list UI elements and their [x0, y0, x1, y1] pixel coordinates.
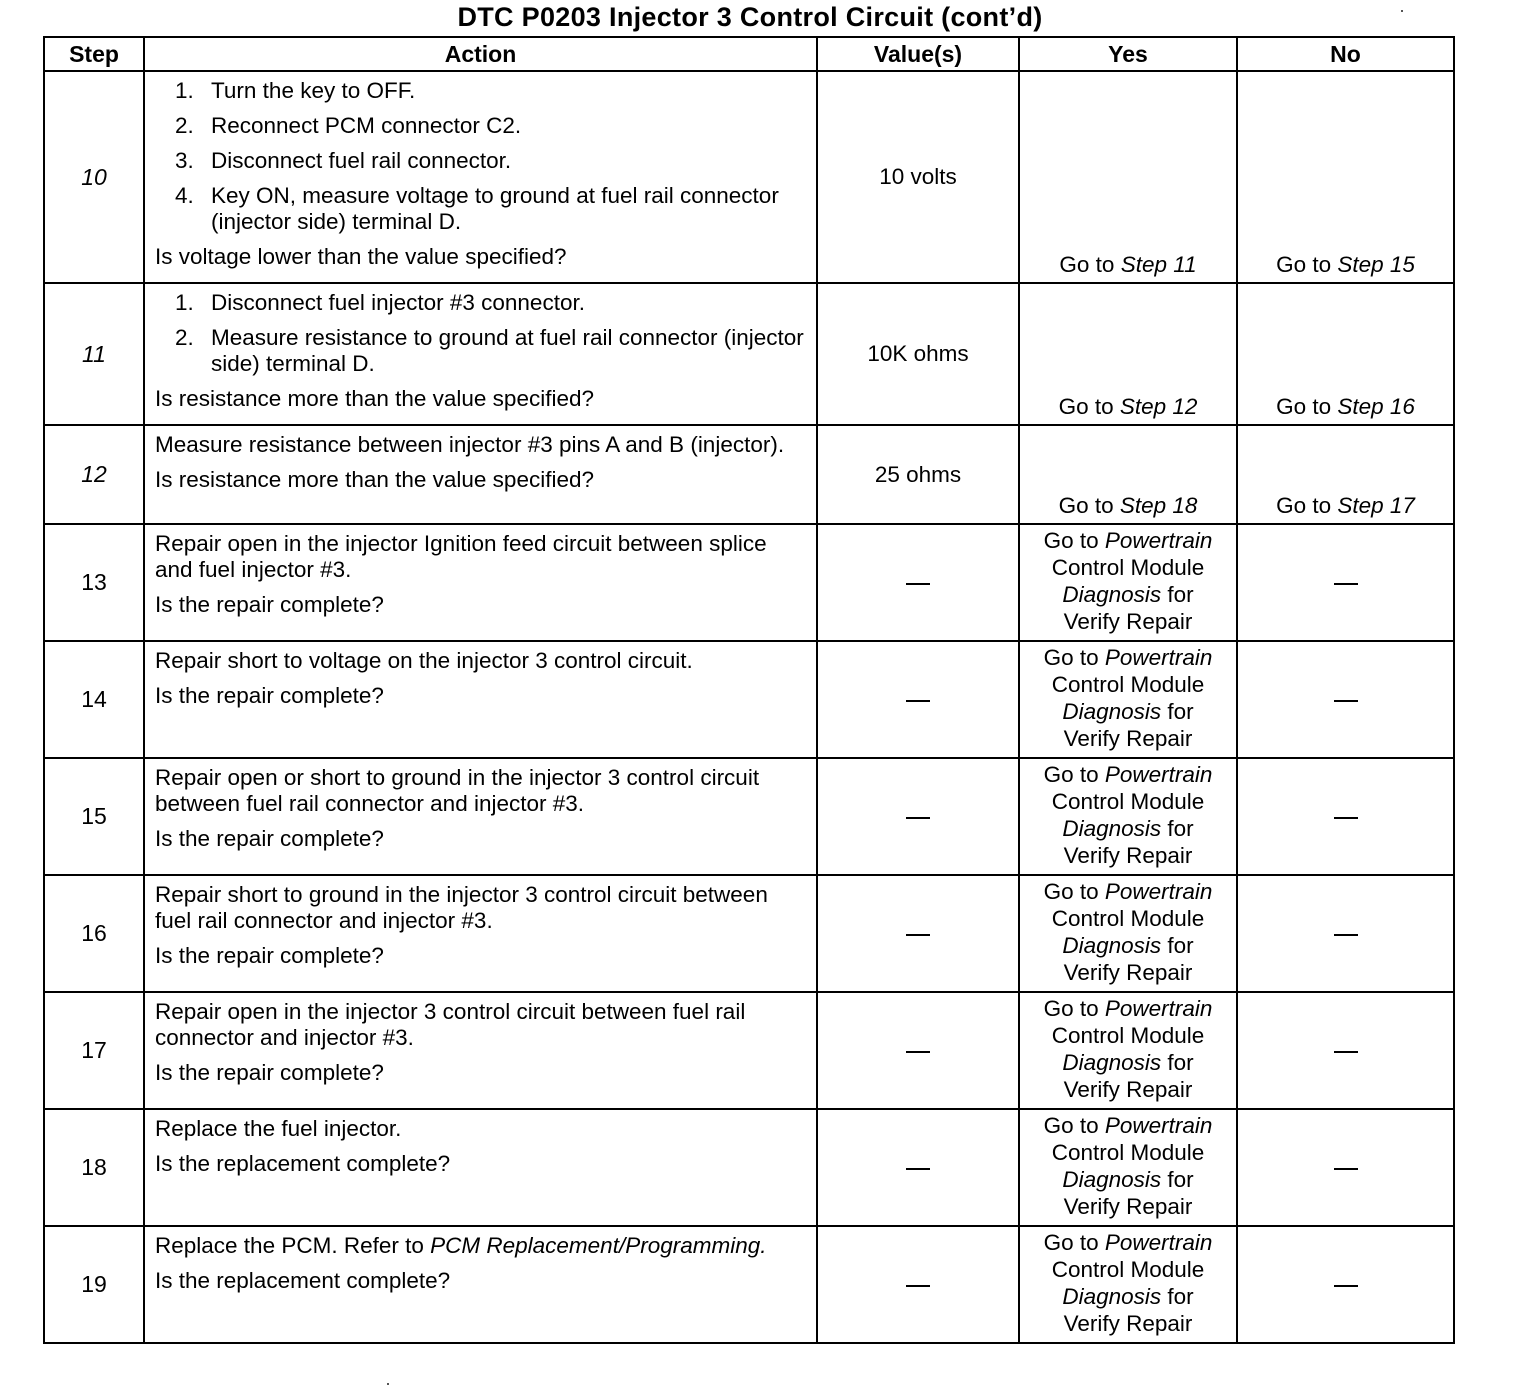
table-row — [44, 875, 1454, 992]
action-text: Repair open in the injector 3 control circuit between fuel rail connector and injector #3. — [155, 999, 746, 1050]
pcm-diagnosis-link[interactable]: Go to Powertrain Control Module Diagnosis for Verify Repair — [1043, 1230, 1213, 1336]
dash-mark — [1334, 1168, 1358, 1170]
action-question: Is resistance more than the value specified? — [155, 467, 594, 492]
no-step-link[interactable]: Step 16 — [1337, 394, 1415, 419]
action-text-prefix: Replace the PCM. Refer to — [155, 1233, 431, 1258]
action-text: Repair short to ground in the injector 3 control circuit between fuel rail connector and injector #3. — [155, 882, 768, 933]
action-cell — [144, 425, 817, 524]
dash-mark — [1334, 817, 1358, 819]
action-steps-list — [155, 78, 806, 235]
page-title: DTC P0203 Injector 3 Control Circuit (cont’d) — [457, 2, 1043, 32]
header-values: Value(s) — [817, 37, 1019, 71]
table-header-row — [44, 37, 1454, 71]
value-cell — [817, 992, 1019, 1109]
yes-cell — [1019, 1109, 1237, 1226]
no-step-link[interactable]: Step 17 — [1337, 493, 1415, 518]
step-number: 18 — [44, 1109, 144, 1226]
action-cell — [144, 1226, 817, 1343]
dash-mark — [1334, 700, 1358, 702]
dash-mark — [1334, 934, 1358, 936]
step-number: 10 — [44, 71, 144, 283]
step-number: 13 — [44, 524, 144, 641]
dash-mark — [906, 700, 930, 702]
value-cell: 25 ohms — [817, 425, 1019, 524]
no-cell — [1237, 992, 1454, 1109]
step-number: 14 — [44, 641, 144, 758]
value-cell — [817, 1226, 1019, 1343]
table-row — [44, 71, 1454, 283]
action-step: 1. Turn the key to OFF. — [175, 78, 416, 103]
action-cell — [144, 71, 817, 283]
pcm-diagnosis-link[interactable]: Go to Powertrain Control Module Diagnosis for Verify Repair — [1043, 645, 1213, 751]
header-yes: Yes — [1019, 37, 1237, 71]
yes-step-link[interactable]: Step 18 — [1119, 493, 1198, 518]
no-cell: Go to Step 16 — [1237, 283, 1454, 425]
yes-cell — [1019, 641, 1237, 758]
action-question: Is the replacement complete? — [155, 1151, 451, 1176]
value-cell — [817, 1109, 1019, 1226]
action-question: Is the repair complete? — [155, 683, 384, 708]
value-cell: 10K ohms — [817, 283, 1019, 425]
action-question: Is the repair complete? — [155, 1060, 384, 1085]
action-steps-list — [155, 290, 806, 377]
table-row — [44, 283, 1454, 425]
pcm-diagnosis-link[interactable]: Go to Powertrain Control Module Diagnosis for Verify Repair — [1043, 762, 1213, 868]
no-step-link[interactable]: Step 15 — [1337, 252, 1415, 277]
scan-speck — [387, 1383, 389, 1385]
yes-cell: Go to Step 11 — [1019, 71, 1237, 283]
dash-mark — [906, 1168, 930, 1170]
no-cell — [1237, 875, 1454, 992]
pcm-diagnosis-link[interactable]: Go to Powertrain Control Module Diagnosis for Verify Repair — [1043, 879, 1213, 985]
step-number: 15 — [44, 758, 144, 875]
action-cell — [144, 1109, 817, 1226]
action-step: 4. Key ON, measure voltage to ground at fuel rail connector (injector side) terminal D. — [175, 183, 779, 234]
no-cell — [1237, 758, 1454, 875]
table-row — [44, 524, 1454, 641]
action-cell — [144, 758, 817, 875]
dash-mark — [1334, 1051, 1358, 1053]
action-question: Is the repair complete? — [155, 592, 384, 617]
value-cell — [817, 758, 1019, 875]
action-text: Measure resistance between injector #3 pins A and B (injector). — [155, 432, 785, 457]
step-number: 16 — [44, 875, 144, 992]
dash-mark — [906, 817, 930, 819]
no-cell — [1237, 641, 1454, 758]
yes-step-link[interactable]: Step 11 — [1120, 252, 1197, 277]
action-step: 2. Measure resistance to ground at fuel rail connector (injector side) terminal D. — [175, 325, 804, 376]
action-text — [155, 1233, 806, 1259]
action-text: Repair open or short to ground in the injector 3 control circuit between fuel rail connector and injector #3. — [155, 765, 760, 816]
yes-cell — [1019, 875, 1237, 992]
pcm-replacement-link[interactable]: PCM Replacement/Programming. — [430, 1233, 767, 1258]
table-row — [44, 1226, 1454, 1343]
step-number: 17 — [44, 992, 144, 1109]
value-cell — [817, 875, 1019, 992]
action-step: 1. Disconnect fuel injector #3 connector. — [175, 290, 585, 315]
dash-mark — [1334, 1285, 1358, 1287]
step-number: 11 — [44, 283, 144, 425]
value-cell: 10 volts — [817, 71, 1019, 283]
yes-cell: Go to Step 12 — [1019, 283, 1237, 425]
table-row — [44, 1109, 1454, 1226]
header-action: Action — [144, 37, 817, 71]
action-question: Is the repair complete? — [155, 943, 384, 968]
dash-mark — [906, 1051, 930, 1053]
value-cell — [817, 524, 1019, 641]
action-question: Is the replacement complete? — [155, 1268, 451, 1293]
dash-mark — [906, 583, 930, 585]
yes-cell — [1019, 524, 1237, 641]
action-cell — [144, 524, 817, 641]
action-text: Repair short to voltage on the injector 3 control circuit. — [155, 648, 693, 673]
yes-cell — [1019, 758, 1237, 875]
header-step: Step — [44, 37, 144, 71]
action-question: Is the repair complete? — [155, 826, 384, 851]
pcm-diagnosis-link[interactable]: Go to Powertrain Control Module Diagnosis for Verify Repair — [1043, 996, 1213, 1102]
no-cell: Go to Step 15 — [1237, 71, 1454, 283]
yes-cell — [1019, 1226, 1237, 1343]
action-text: Replace the fuel injector. — [155, 1116, 402, 1141]
action-cell — [144, 992, 817, 1109]
yes-step-link[interactable]: Step 12 — [1119, 394, 1198, 419]
action-question: Is resistance more than the value specified? — [155, 386, 594, 411]
action-cell — [144, 283, 817, 425]
action-step: 3. Disconnect fuel rail connector. — [175, 148, 512, 173]
no-cell — [1237, 1226, 1454, 1343]
dash-mark — [906, 934, 930, 936]
dash-mark — [1334, 583, 1358, 585]
yes-cell: Go to Step 18 — [1019, 425, 1237, 524]
no-cell — [1237, 1109, 1454, 1226]
no-cell: Go to Step 17 — [1237, 425, 1454, 524]
diagnostic-table — [43, 36, 1455, 1344]
pcm-diagnosis-link[interactable]: Go to Powertrain Control Module Diagnosis for Verify Repair — [1043, 1113, 1213, 1219]
dash-mark — [906, 1285, 930, 1287]
scan-speck — [1401, 10, 1403, 12]
value-cell — [817, 641, 1019, 758]
table-row — [44, 425, 1454, 524]
table-row — [44, 758, 1454, 875]
step-number: 12 — [44, 425, 144, 524]
action-text: Repair open in the injector Ignition feed circuit between splice and fuel injector #3. — [155, 531, 767, 582]
table-row — [44, 641, 1454, 758]
step-number: 19 — [44, 1226, 144, 1343]
header-no: No — [1237, 37, 1454, 71]
action-cell — [144, 641, 817, 758]
table-row — [44, 992, 1454, 1109]
yes-cell — [1019, 992, 1237, 1109]
action-question: Is voltage lower than the value specified? — [155, 244, 567, 269]
action-cell — [144, 875, 817, 992]
action-step: 2. Reconnect PCM connector C2. — [175, 113, 522, 138]
no-cell — [1237, 524, 1454, 641]
pcm-diagnosis-link[interactable]: Go to Powertrain Control Module Diagnosis for Verify Repair — [1043, 528, 1213, 634]
